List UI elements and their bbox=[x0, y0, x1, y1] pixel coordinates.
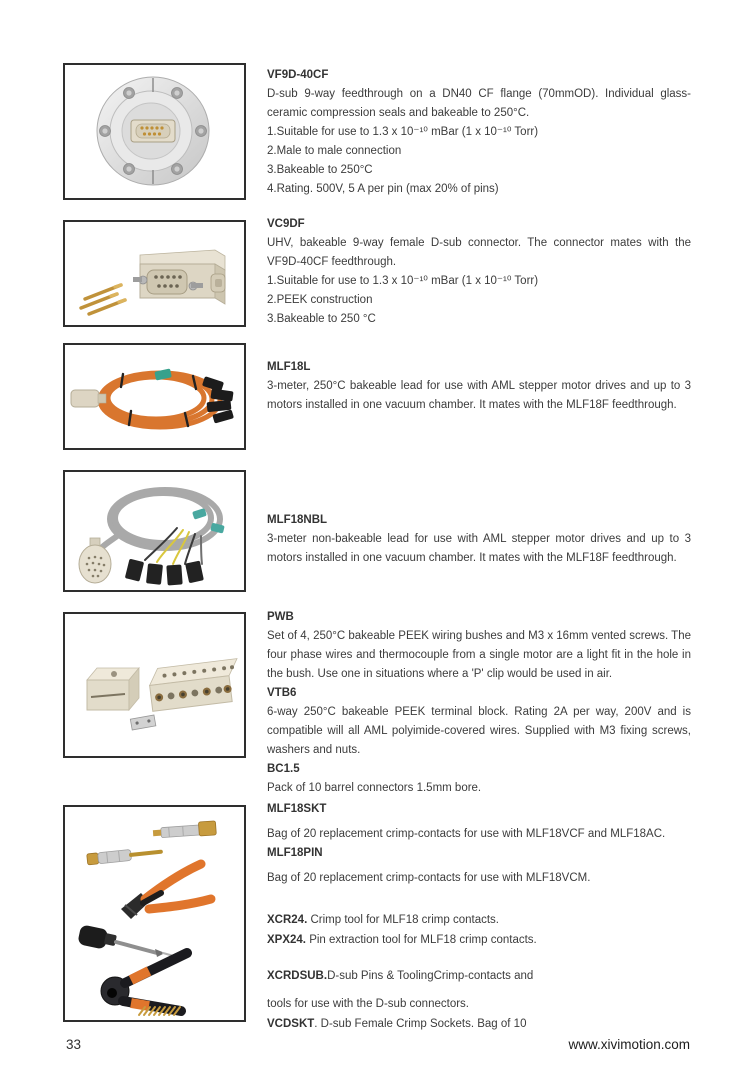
product-description: Bag of 20 replacement crimp-contacts for use with MLF18VCF and MLF18AC. bbox=[267, 828, 666, 840]
product-photo-mlf18nbl bbox=[63, 470, 246, 592]
product-text-pwb-vtb6 bbox=[267, 608, 691, 798]
tool-code: XCR24. bbox=[267, 914, 308, 926]
tool-code: XCRDSUB. bbox=[267, 970, 328, 982]
product-title: MLF18SKT bbox=[267, 803, 327, 815]
orange-cable-image bbox=[65, 345, 244, 448]
crimp-tools-image bbox=[65, 807, 244, 1020]
product-title: VF9D-40CF bbox=[267, 69, 329, 81]
tool-line bbox=[267, 930, 697, 950]
product-text-crimp-tools bbox=[267, 800, 697, 1034]
spec-item: 1.Suitable for use to 1.3 x 10⁻¹⁰ mBar (1 x 10⁻¹⁰ Torr) bbox=[267, 126, 539, 138]
tool-line bbox=[267, 1014, 697, 1034]
tool-description: D-sub Pins & ToolingCrimp-contacts and bbox=[327, 970, 534, 982]
spec-item: 2.PEEK construction bbox=[267, 294, 373, 306]
product-title: VC9DF bbox=[267, 218, 305, 230]
tool-description: Pin extraction tool for MLF18 crimp contacts. bbox=[306, 934, 537, 946]
tool-code: VCDSKT bbox=[267, 1018, 315, 1030]
product-title: PWB bbox=[267, 611, 294, 623]
spec-item: 3.Bakeable to 250 °C bbox=[267, 313, 376, 325]
tool-line bbox=[267, 994, 697, 1014]
product-title: MLF18NBL bbox=[267, 514, 328, 526]
spec-item: 1.Suitable for use to 1.3 x 10⁻¹⁰ mBar (1 x 10⁻¹⁰ Torr) bbox=[267, 275, 539, 287]
spec-item: 4.Rating. 500V, 5 A per pin (max 20% of pins) bbox=[267, 183, 499, 195]
product-title: VTB6 bbox=[267, 687, 297, 699]
grey-cable-image bbox=[65, 472, 244, 590]
page-number: 33 bbox=[66, 1037, 82, 1052]
website-url: www.xivimotion.com bbox=[568, 1037, 690, 1052]
cf-flange-image bbox=[65, 65, 244, 198]
product-description: D-sub 9-way feedthrough on a DN40 CF flange (70mmOD). Individual glass-ceramic compression seals and bakeable to 250°C. bbox=[267, 88, 691, 119]
tool-line bbox=[267, 966, 697, 986]
product-text-vc9df bbox=[267, 215, 691, 329]
product-description: 3-meter non-bakeable lead for use with AML stepper motor drives and up to 3 motors installed in one vacuum chamber. It mates with the MLF18F feedthrough. bbox=[267, 533, 691, 564]
product-text-mlf18l bbox=[267, 358, 691, 415]
product-photo-mlf18l bbox=[63, 343, 246, 450]
product-text-mlf18nbl bbox=[267, 511, 691, 568]
tool-description: . D-sub Female Crimp Sockets. Bag of 10 bbox=[314, 1018, 527, 1030]
product-photo-pwb-vtb6 bbox=[63, 612, 246, 758]
product-photo-crimp-tools bbox=[63, 805, 246, 1022]
tool-code: XPX24. bbox=[267, 934, 306, 946]
tool-line bbox=[267, 910, 697, 930]
dsub-connector-image bbox=[65, 222, 244, 325]
tool-description: Crimp tool for MLF18 crimp contacts. bbox=[307, 914, 500, 926]
product-title: BC1.5 bbox=[267, 763, 300, 775]
product-photo-vc9df bbox=[63, 220, 246, 327]
product-description: 3-meter, 250°C bakeable lead for use with AML stepper motor drives and up to 3 motors installed in one vacuum chamber. It mates with the MLF18F feedthrough. bbox=[267, 380, 691, 411]
product-description: UHV, bakeable 9-way female D-sub connector. The connector mates with the VF9D-40CF feedthrough. bbox=[267, 237, 691, 268]
product-description: Pack of 10 barrel connectors 1.5mm bore. bbox=[267, 782, 482, 794]
product-description: Set of 4, 250°C bakeable PEEK wiring bushes and M3 x 16mm vented screws. The four phase wires and thermocouple from a single motor are a light fit in the hole in the bush. Use one in situations where a 'P' clip would be used in air. bbox=[267, 630, 691, 680]
terminal-block-image bbox=[65, 614, 244, 756]
product-description: Bag of 20 replacement crimp-contacts for use with MLF18VCM. bbox=[267, 872, 591, 884]
tool-description: tools for use with the D-sub connectors. bbox=[267, 998, 469, 1010]
product-description: 6-way 250°C bakeable PEEK terminal block. Rating 2A per way, 200V and is compatible will all AML polyimide-covered wires. Supplied with M3 fixing screws, washers and nuts. bbox=[267, 706, 691, 756]
product-text-vf9d-40cf bbox=[267, 66, 691, 199]
product-title: MLF18PIN bbox=[267, 847, 323, 859]
product-title: MLF18L bbox=[267, 361, 311, 373]
product-photo-vf9d-40cf bbox=[63, 63, 246, 200]
spec-item: 2.Male to male connection bbox=[267, 145, 402, 157]
spec-item: 3.Bakeable to 250°C bbox=[267, 164, 373, 176]
